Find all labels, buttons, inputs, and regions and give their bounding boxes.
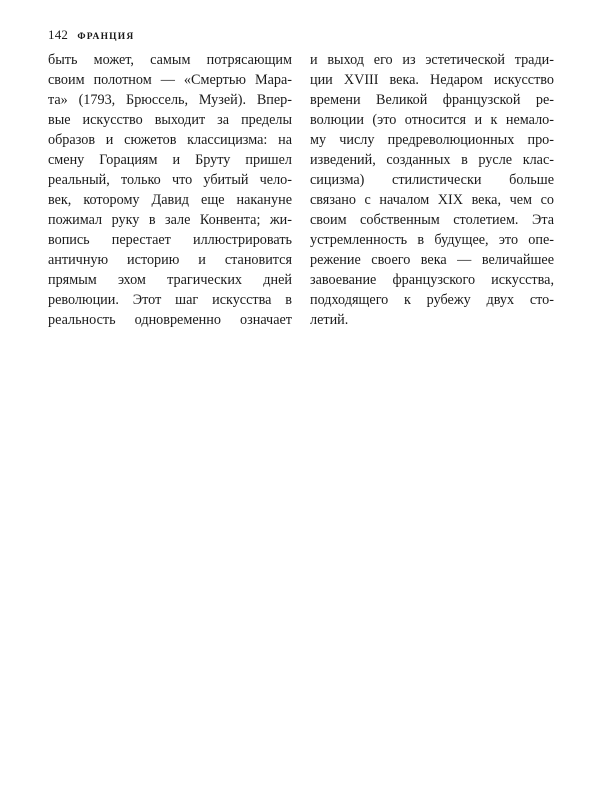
- running-title: ФРАНЦИЯ: [77, 32, 135, 42]
- text-line: прямым эхом трагических дней: [48, 272, 292, 288]
- text-line: летий.: [310, 312, 349, 328]
- text-line: античную историю и становится: [48, 252, 292, 268]
- text-line: ции XVIII века. Недаром искусство: [310, 72, 554, 88]
- text-line: век, которому Давид еще накануне: [48, 192, 292, 208]
- text-line: связано с началом XIX века, чем со: [310, 192, 554, 208]
- page-number: 142: [48, 27, 69, 42]
- text-line: пожимал руку в зале Конвента; жи-: [48, 212, 292, 228]
- text-line: му числу предреволюционных про-: [310, 132, 554, 148]
- text-line: и выход его из эстетической тради-: [310, 52, 554, 68]
- text-line: режение своего века — величайшее: [310, 252, 554, 268]
- text-line: быть может, самым потрясающим: [48, 52, 292, 68]
- text-line: смену Горациям и Бруту пришел: [48, 152, 292, 168]
- text-line: изведений, созданных в русле клас-: [310, 152, 554, 168]
- text-line: устремленность в будущее, это опе-: [310, 232, 554, 248]
- text-line: волюции (это относится и к немало-: [310, 112, 554, 128]
- text-line: завоевание французского искусства,: [310, 272, 554, 288]
- text-line: своим полотном — «Смертью Мара-: [48, 72, 292, 88]
- page-header: [48, 27, 134, 45]
- text-line: реальный, только что убитый чело-: [48, 172, 292, 188]
- text-line: революции. Этот шаг искусства в: [48, 292, 292, 308]
- text-line: та» (1793, Брюссель, Музей). Впер-: [48, 92, 292, 108]
- text-column-right: [310, 50, 554, 330]
- text-line: времени Великой французской ре-: [310, 92, 554, 108]
- text-line: вопись перестает иллюстрировать: [48, 232, 292, 248]
- text-line: вые искусство выходит за пределы: [48, 112, 292, 128]
- text-column-left: [48, 50, 292, 330]
- text-line: реальность одновременно означает: [48, 312, 292, 328]
- text-line: сицизма) стилистически больше: [310, 172, 554, 188]
- text-line: своим собственным столетием. Эта: [310, 212, 554, 228]
- text-line: образов и сюжетов классицизма: на: [48, 132, 292, 148]
- text-line: подходящего к рубежу двух сто-: [310, 292, 554, 308]
